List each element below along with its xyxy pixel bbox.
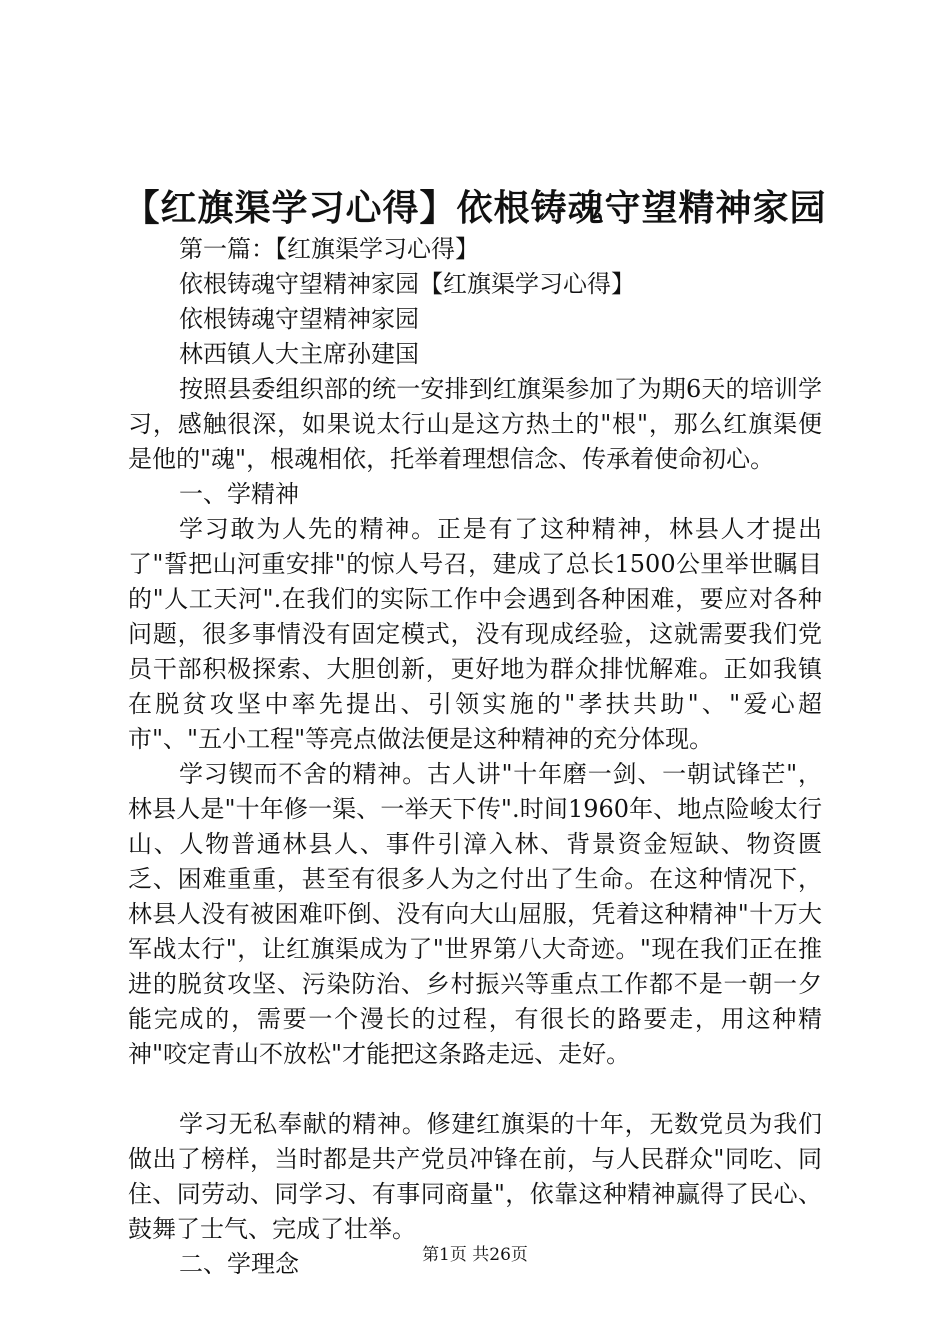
heading-article-title: 依根铸魂守望精神家园【红旗渠学习心得】 xyxy=(179,270,635,298)
document-title: 【红旗渠学习心得】依根铸魂守望精神家园 xyxy=(123,187,827,229)
heading-subtitle: 依根铸魂守望精神家园 xyxy=(179,305,419,333)
heading-author: 林西镇人大主席孙建国 xyxy=(179,340,419,368)
section-heading-spirit: 一、学精神 xyxy=(179,480,299,508)
document-body xyxy=(128,232,822,1282)
section-heading-philosophy: 二、学理念 xyxy=(179,1250,299,1278)
paragraph-pioneering-spirit: 学习敢为人先的精神。正是有了这种精神，林县人才提出了"誓把山河重安排"的惊人号召，建成了总长1500公里举世瞩目的"人工天河".在我们的实际工作中会遇到各种困难，要应对各种问题，很多事情没有固定模式，没有现成经验，这就需要我们党员干部积极探索、大胆创新，更好地为群众排忧解难。正如我镇在脱贫攻坚中率先提出、引领实施的"孝扶共助"、"爱心超市"、"五小工程"等亮点做法便是这种精神的充分体现。 xyxy=(128,515,822,753)
heading-part-one: 第一篇：【红旗渠学习心得】 xyxy=(179,235,479,263)
paragraph-selfless-spirit: 学习无私奉献的精神。修建红旗渠的十年，无数党员为我们做出了榜样，当时都是共产党员冲锋在前，与人民群众"同吃、同住、同劳动、同学习、有事同商量"，依靠这种精神赢得了民心、鼓舞了士气、完成了壮举。 xyxy=(128,1110,822,1243)
page-indicator: 第1页 共26页 xyxy=(422,1245,528,1265)
intro-paragraph: 按照县委组织部的统一安排到红旗渠参加了为期6天的培训学习，感触很深，如果说太行山是这方热土的"根"，那么红旗渠便是他的"魂"，根魂相依，托举着理想信念、传承着使命初心。 xyxy=(128,375,822,473)
paragraph-perseverance-spirit: 学习锲而不舍的精神。古人讲"十年磨一剑、一朝试锋芒"，林县人是"十年修一渠、一举天下传".时间1960年、地点险峻太行山、人物普通林县人、事件引漳入林、背景资金短缺、物资匮乏、困难重重，甚至有很多人为之付出了生命。在这种情况下，林县人没有被困难吓倒、没有向大山屈服，凭着这种精神"十万大军战太行"，让红旗渠成为了"世界第八大奇迹。"现在我们正在推进的脱贫攻坚、污染防治、乡村振兴等重点工作都不是一朝一夕能完成的，需要一个漫长的过程，有很长的路要走，用这种精神"咬定青山不放松"才能把这条路走远、走好。 xyxy=(128,760,822,1068)
